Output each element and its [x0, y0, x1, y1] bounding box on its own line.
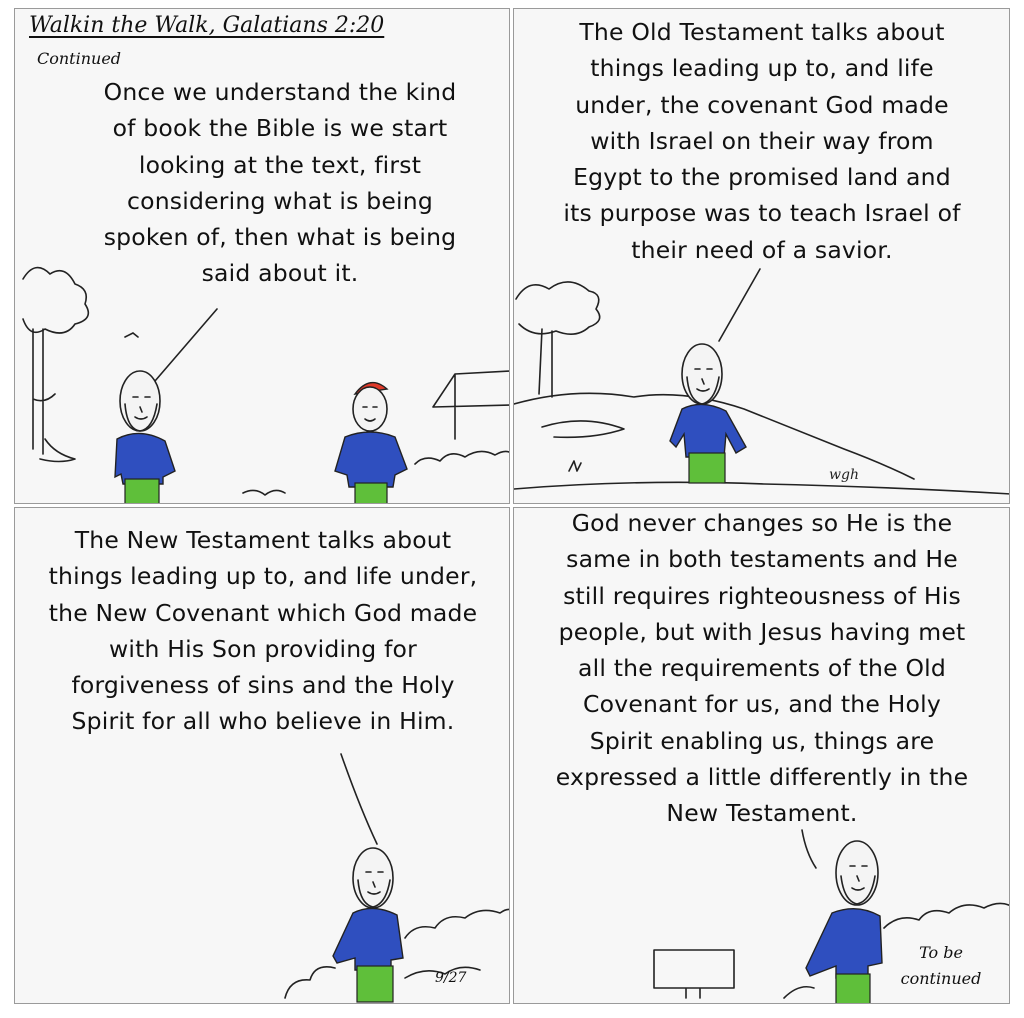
caption-line: forgiveness of sins and the Holy [71, 671, 455, 700]
bush [40, 439, 75, 462]
caption-line: Once we understand the kind [103, 78, 457, 106]
panel-1-drawing [15, 9, 510, 504]
caption-line: looking at the text, first [138, 150, 422, 179]
caption-line: The New Testament talks about [74, 526, 452, 554]
caption-line: their need of a savior. [631, 235, 893, 264]
to-be-continued-note: To be continued [900, 943, 982, 988]
bald-man-figure [333, 848, 403, 1002]
speech-line [341, 754, 377, 844]
bushes [415, 451, 510, 464]
caption-line: expressed a little differently in the [555, 763, 969, 792]
bird [125, 333, 138, 337]
caption-line: still requires righteousness of His [563, 581, 961, 610]
tree-trunk [33, 329, 55, 454]
house [433, 371, 510, 439]
panel-3-drawing [15, 508, 510, 1004]
caption-line: things leading up to, and life under, [48, 562, 478, 591]
comic-panel-3 [14, 507, 510, 1004]
caption-line: people, but with Jesus having met [558, 617, 966, 646]
speech-line [155, 309, 217, 381]
comic-panel-4 [513, 507, 1010, 1004]
grass-tuft [569, 461, 581, 471]
caption-line: New Testament. [666, 799, 858, 828]
caption-line: its purpose was to teach Israel of [563, 199, 961, 228]
sign-board [654, 950, 734, 998]
bushes [884, 903, 1010, 928]
caption-line: with Israel on their way from [590, 126, 934, 155]
caption-line: under, the covenant God made [575, 90, 949, 119]
comic-panel-1 [14, 8, 510, 504]
caption-line: with His Son providing for [108, 634, 417, 663]
caption-line: Spirit enabling us, things are [589, 726, 935, 755]
comic-panel-2 [513, 8, 1010, 504]
bald-man-figure [670, 344, 746, 483]
caption-line: said about it. [201, 259, 359, 288]
signature: wgh [829, 467, 859, 483]
tree-trunk [539, 329, 552, 397]
bush [784, 987, 814, 998]
tree-foliage [516, 282, 600, 334]
panel-2-drawing [514, 9, 1010, 504]
caption-line: The Old Testament talks about [579, 18, 945, 46]
rock [542, 421, 624, 437]
boy-figure [335, 383, 407, 504]
caption-line: Covenant for us, and the Holy [583, 690, 941, 719]
panel-4-drawing [514, 508, 1010, 1004]
comic-title: Walkin the Walk, Galatians 2:20 [29, 13, 385, 38]
signature-scribble [243, 490, 285, 495]
speech-line [802, 830, 816, 868]
caption-line: Spirit for all who believe in Him. [71, 707, 455, 736]
comic-subtitle: Continued [37, 49, 122, 68]
caption-line: of book the Bible is we start [112, 114, 448, 143]
caption-line: the New Covenant which God made [48, 598, 478, 627]
caption-line: God never changes so He is the [571, 509, 953, 537]
date-mark: 9/27 [435, 970, 467, 986]
caption-line: things leading up to, and life [590, 54, 934, 83]
caption-line: spoken of, then what is being [103, 223, 457, 252]
ground-line [514, 482, 1010, 494]
caption-line: considering what is being [127, 186, 433, 215]
tree-foliage [23, 268, 88, 333]
speech-line [719, 269, 760, 341]
caption-line: same in both testaments and He [566, 545, 958, 574]
caption-line: all the requirements of the Old [578, 654, 946, 683]
bald-man-figure [115, 371, 175, 504]
bald-man-figure [806, 841, 882, 1004]
caption-line: Egypt to the promised land and [573, 163, 951, 192]
